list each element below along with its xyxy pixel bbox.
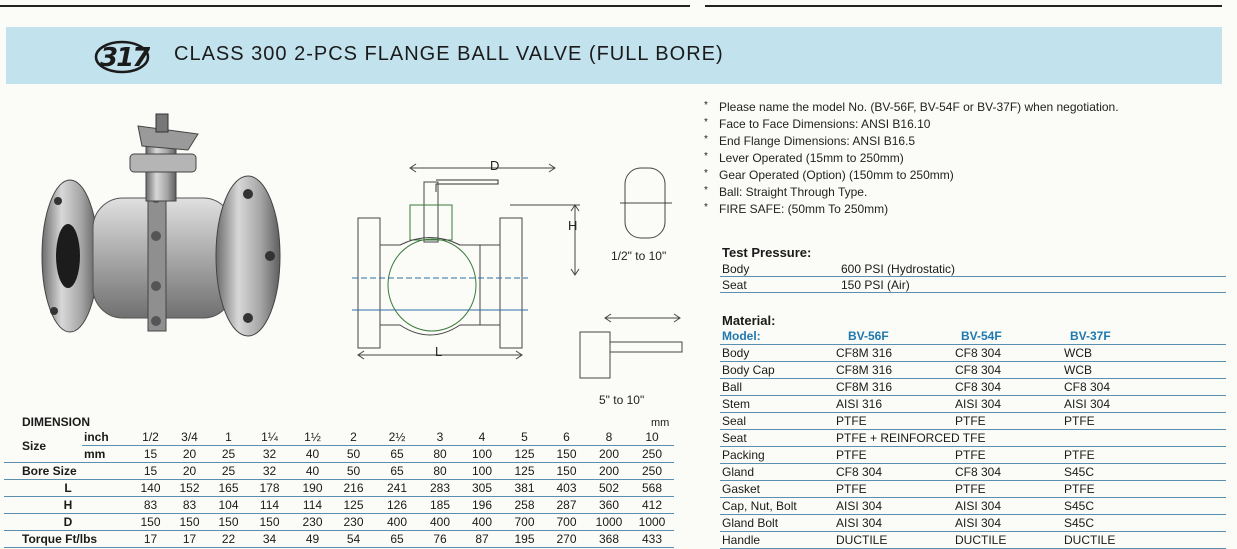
table-cell: 54 <box>333 531 374 548</box>
table-cell: Body Cap <box>720 362 834 379</box>
table-cell: 49 <box>292 531 333 548</box>
table-row <box>720 277 1226 293</box>
table-cell: 400 <box>460 514 504 531</box>
dimension-unit: mm <box>651 417 670 429</box>
table-cell: 40 <box>292 463 333 480</box>
table-cell: 150 <box>545 463 588 480</box>
test-pressure-title: Test Pressure: <box>722 245 812 260</box>
table-cell: AISI 304 <box>1062 396 1226 413</box>
table-cell: 150 <box>247 514 292 531</box>
table-cell: CF8 304 <box>953 464 1062 481</box>
table-row <box>720 345 1226 362</box>
size-range-caption: 1/2" to 10" <box>611 249 667 263</box>
table-cell: 1/2 <box>132 429 169 446</box>
table-cell: 25 <box>210 446 247 463</box>
table-row <box>720 261 1226 277</box>
table-cell: S45C <box>1062 498 1226 515</box>
table-cell: 178 <box>247 480 292 497</box>
table-cell: 150 <box>545 446 588 463</box>
table-cell: 65 <box>374 531 420 548</box>
note-star: * <box>704 117 708 128</box>
table-cell: 283 <box>420 480 460 497</box>
table-cell: 100 <box>460 463 504 480</box>
table-cell: PTFE + REINFORCED TFE <box>834 430 1226 447</box>
table-cell: 400 <box>420 514 460 531</box>
table-cell: AISI 304 <box>953 515 1062 532</box>
table-cell: 40 <box>292 446 333 463</box>
gear-size-caption: 5" to 10" <box>599 393 645 407</box>
technical-drawing <box>340 150 700 420</box>
table-cell: 76 <box>420 531 460 548</box>
table-row <box>720 362 1226 379</box>
table-cell: WCB <box>1062 362 1226 379</box>
test-pressure-table <box>720 261 1226 293</box>
table-cell: 368 <box>588 531 630 548</box>
table-cell: CF8M 316 <box>834 379 953 396</box>
note-star: * <box>704 202 708 213</box>
notes-list <box>704 99 1224 218</box>
table-cell: 3 <box>420 429 460 446</box>
table-row <box>720 413 1226 430</box>
table-cell: 600 PSI (Hydrostatic) <box>839 261 1226 277</box>
table-cell: 216 <box>333 480 374 497</box>
table-cell: 152 <box>169 480 210 497</box>
table-cell: 3/4 <box>169 429 210 446</box>
note-text: Face to Face Dimensions: ANSI B16.10 <box>719 117 931 131</box>
table-cell: AISI 304 <box>834 498 953 515</box>
table-row <box>4 514 674 531</box>
table-cell: 700 <box>545 514 588 531</box>
title-banner <box>6 27 1222 84</box>
table-cell: 126 <box>374 497 420 514</box>
table-cell: CF8 304 <box>953 362 1062 379</box>
table-cell: 150 PSI (Air) <box>839 277 1226 293</box>
table-cell: 114 <box>292 497 333 514</box>
note-item <box>704 201 1224 218</box>
table-cell: 17 <box>132 531 169 548</box>
table-cell: 360 <box>588 497 630 514</box>
note-item <box>704 99 1224 116</box>
table-cell: 8 <box>588 429 630 446</box>
table-cell: 230 <box>292 514 333 531</box>
note-text: Gear Operated (Option) (150mm to 250mm) <box>719 168 954 182</box>
table-cell: Gasket <box>720 481 834 498</box>
note-item <box>704 133 1224 150</box>
table-row <box>4 480 674 497</box>
row-label: H <box>4 497 132 514</box>
table-cell: 50 <box>333 463 374 480</box>
table-cell: PTFE <box>834 413 953 430</box>
table-cell: 287 <box>545 497 588 514</box>
table-cell: 20 <box>169 446 210 463</box>
table-cell: 1000 <box>630 514 674 531</box>
table-cell: Seal <box>720 413 834 430</box>
model-logo <box>94 37 156 77</box>
note-text: Ball: Straight Through Type. <box>719 185 868 199</box>
table-cell: PTFE <box>953 447 1062 464</box>
table-cell: 80 <box>420 446 460 463</box>
table-cell: AISI 304 <box>953 498 1062 515</box>
table-cell: 83 <box>169 497 210 514</box>
page-title: CLASS 300 2-PCS FLANGE BALL VALVE (FULL BORE) <box>174 43 724 65</box>
table-cell: PTFE <box>1062 481 1226 498</box>
dimension-table <box>4 429 674 548</box>
table-cell: 10 <box>630 429 674 446</box>
table-cell: 150 <box>210 514 247 531</box>
table-cell: 100 <box>460 446 504 463</box>
table-cell: Stem <box>720 396 834 413</box>
row-label: D <box>4 514 132 531</box>
table-cell: 250 <box>630 446 674 463</box>
row-label: L <box>4 480 132 497</box>
table-cell: 700 <box>504 514 545 531</box>
table-cell: 1000 <box>588 514 630 531</box>
table-cell: 4 <box>460 429 504 446</box>
table-cell: DUCTILE <box>1062 532 1226 549</box>
table-row <box>720 379 1226 396</box>
table-cell: WCB <box>1062 345 1226 362</box>
table-cell: DUCTILE <box>834 532 953 549</box>
table-cell: 15 <box>132 446 169 463</box>
table-cell: 241 <box>374 480 420 497</box>
table-cell: 125 <box>333 497 374 514</box>
table-cell: CF8 304 <box>953 379 1062 396</box>
note-text: Please name the model No. (BV-56F, BV-54F or BV-37F) when negotiation. <box>719 100 1119 114</box>
table-row <box>720 396 1226 413</box>
table-cell: 412 <box>630 497 674 514</box>
table-cell: Ball <box>720 379 834 396</box>
table-row <box>720 481 1226 498</box>
material-title: Material: <box>722 313 776 328</box>
table-row <box>720 532 1226 549</box>
table-cell: Body <box>720 261 839 277</box>
table-cell: 32 <box>247 463 292 480</box>
table-cell: 1¼ <box>247 429 292 446</box>
table-cell: 270 <box>545 531 588 548</box>
drawing-label-d: D <box>490 158 500 173</box>
header-cell: BV-37F <box>1062 328 1226 345</box>
table-cell: 165 <box>210 480 247 497</box>
dimension-title: DIMENSION <box>22 415 91 429</box>
table-cell: 502 <box>588 480 630 497</box>
table-header-row <box>720 328 1226 345</box>
valve-photo <box>38 106 290 368</box>
drawing-label-l: L <box>435 344 443 359</box>
top-edge-lines <box>0 0 1237 8</box>
row-label: Bore Size <box>4 463 132 480</box>
header-cell: BV-54F <box>953 328 1062 345</box>
table-row <box>4 497 674 514</box>
table-cell: Body <box>720 345 834 362</box>
table-row <box>4 446 674 463</box>
row-label: Torque Ft/lbs <box>4 531 132 548</box>
table-cell: 400 <box>374 514 420 531</box>
table-cell: Gland Bolt <box>720 515 834 532</box>
table-cell: 1½ <box>292 429 333 446</box>
table-cell: 65 <box>374 446 420 463</box>
table-cell: Handle <box>720 532 834 549</box>
note-star: * <box>704 134 708 145</box>
note-star: * <box>704 185 708 196</box>
table-cell: 190 <box>292 480 333 497</box>
table-cell: 403 <box>545 480 588 497</box>
table-row <box>720 447 1226 464</box>
table-cell: 568 <box>630 480 674 497</box>
table-cell: 125 <box>504 463 545 480</box>
note-item <box>704 150 1224 167</box>
table-cell: 80 <box>420 463 460 480</box>
table-cell: PTFE <box>1062 447 1226 464</box>
drawing-label-h: H <box>568 218 578 233</box>
note-star: * <box>704 168 708 179</box>
header-cell: BV-56F <box>834 328 953 345</box>
table-cell: Cap, Nut, Bolt <box>720 498 834 515</box>
table-cell: 200 <box>588 463 630 480</box>
mm-label: mm <box>82 446 132 463</box>
size-label: Size <box>4 429 82 463</box>
table-row <box>720 464 1226 481</box>
table-cell: 150 <box>132 514 169 531</box>
inch-label: inch <box>82 429 132 446</box>
table-cell: Packing <box>720 447 834 464</box>
table-cell: 1 <box>210 429 247 446</box>
table-cell: 2 <box>333 429 374 446</box>
table-cell: PTFE <box>834 447 953 464</box>
table-cell: CF8 304 <box>834 464 953 481</box>
table-cell: 20 <box>169 463 210 480</box>
table-cell: 305 <box>460 480 504 497</box>
table-cell: 196 <box>460 497 504 514</box>
note-item <box>704 167 1224 184</box>
table-cell: PTFE <box>953 413 1062 430</box>
material-table <box>720 328 1226 549</box>
table-cell: 200 <box>588 446 630 463</box>
table-cell: 258 <box>504 497 545 514</box>
header-cell: Model: <box>720 328 834 345</box>
table-cell: 65 <box>374 463 420 480</box>
table-row <box>4 463 674 480</box>
table-cell: 195 <box>504 531 545 548</box>
table-cell: CF8M 316 <box>834 345 953 362</box>
table-cell: PTFE <box>834 481 953 498</box>
table-cell: 140 <box>132 480 169 497</box>
note-item <box>704 184 1224 201</box>
table-cell: 22 <box>210 531 247 548</box>
table-cell: 2½ <box>374 429 420 446</box>
table-cell: 185 <box>420 497 460 514</box>
note-star: * <box>704 151 708 162</box>
table-row <box>720 430 1226 447</box>
table-row <box>720 498 1226 515</box>
table-cell: 15 <box>132 463 169 480</box>
table-cell: 34 <box>247 531 292 548</box>
table-cell: 104 <box>210 497 247 514</box>
table-cell: PTFE <box>953 481 1062 498</box>
table-cell: 32 <box>247 446 292 463</box>
table-row <box>4 429 674 446</box>
table-cell: S45C <box>1062 464 1226 481</box>
table-cell: 381 <box>504 480 545 497</box>
table-cell: 125 <box>504 446 545 463</box>
logo-number: 317 <box>100 43 149 73</box>
table-cell: 17 <box>169 531 210 548</box>
table-cell: AISI 304 <box>953 396 1062 413</box>
table-row <box>720 515 1226 532</box>
table-cell: 250 <box>630 463 674 480</box>
note-star: * <box>704 100 708 111</box>
table-row <box>4 531 674 548</box>
note-text: End Flange Dimensions: ANSI B16.5 <box>719 134 916 148</box>
table-cell: 87 <box>460 531 504 548</box>
table-cell: CF8 304 <box>1062 379 1226 396</box>
table-cell: CF8 304 <box>953 345 1062 362</box>
table-cell: 150 <box>169 514 210 531</box>
table-cell: 83 <box>132 497 169 514</box>
note-item <box>704 116 1224 133</box>
table-cell: AISI 304 <box>834 515 953 532</box>
table-cell: CF8M 316 <box>834 362 953 379</box>
table-cell: 25 <box>210 463 247 480</box>
table-cell: 433 <box>630 531 674 548</box>
table-cell: DUCTILE <box>953 532 1062 549</box>
table-cell: AISI 316 <box>834 396 953 413</box>
table-cell: 230 <box>333 514 374 531</box>
table-cell: 5 <box>504 429 545 446</box>
table-cell: S45C <box>1062 515 1226 532</box>
table-cell: 6 <box>545 429 588 446</box>
table-cell: Seat <box>720 430 834 447</box>
table-cell: Gland <box>720 464 834 481</box>
note-text: FIRE SAFE: (50mm To 250mm) <box>719 202 889 216</box>
table-cell: PTFE <box>1062 413 1226 430</box>
table-cell: 50 <box>333 446 374 463</box>
note-text: Lever Operated (15mm to 250mm) <box>719 151 904 165</box>
table-cell: 114 <box>247 497 292 514</box>
table-cell: Seat <box>720 277 839 293</box>
